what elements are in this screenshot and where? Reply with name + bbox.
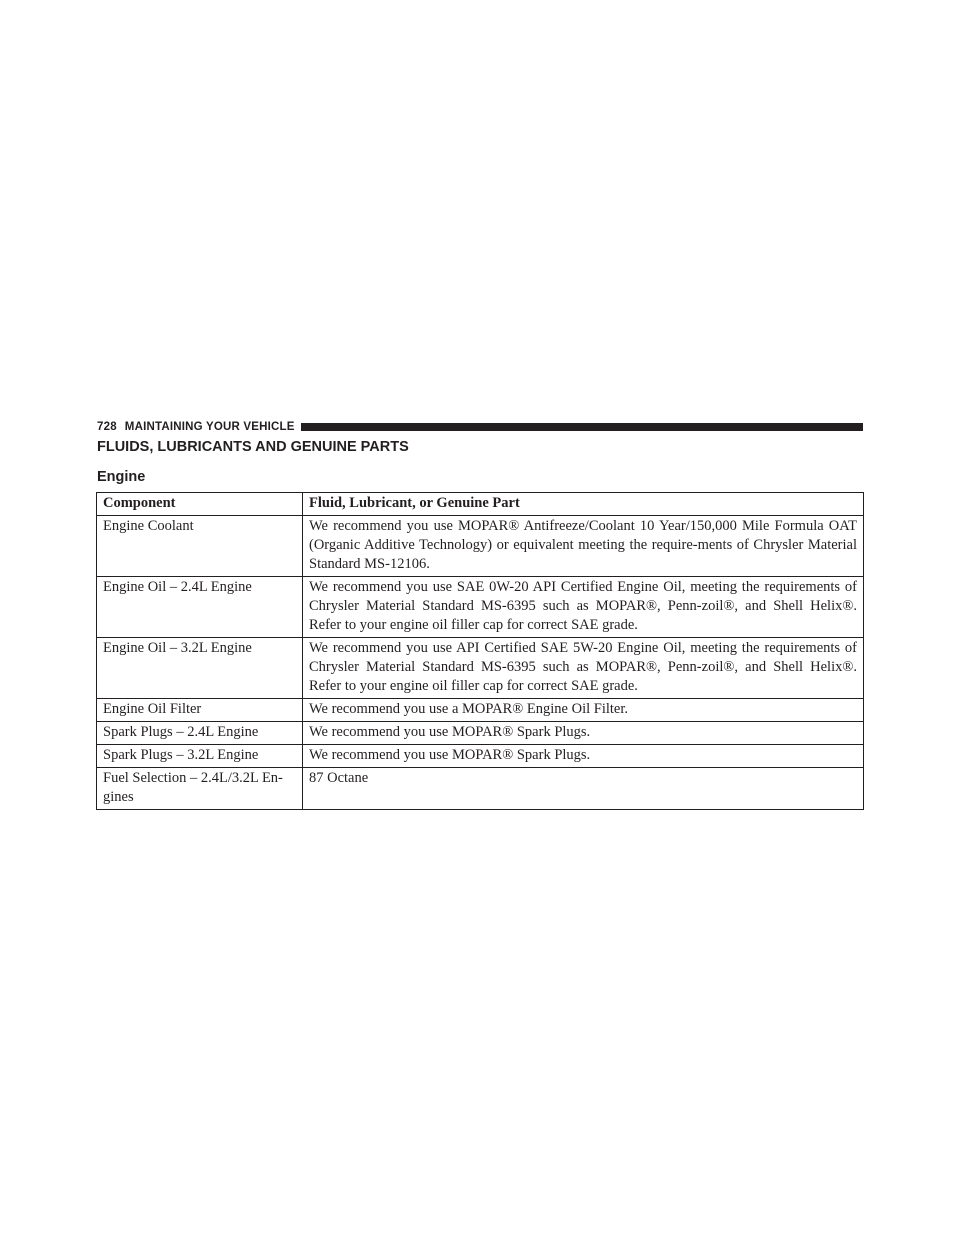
description-cell: We recommend you use MOPAR® Spark Plugs.: [303, 745, 864, 768]
column-header-component: Component: [97, 493, 303, 516]
table-row: [97, 699, 864, 722]
component-cell: Spark Plugs – 3.2L Engine: [97, 745, 303, 768]
description-cell: 87 Octane: [303, 768, 864, 810]
table-row: [97, 768, 864, 810]
table-row: [97, 577, 864, 638]
component-cell: Spark Plugs – 2.4L Engine: [97, 722, 303, 745]
description-cell: We recommend you use API Certified SAE 5W-20 Engine Oil, meeting the requirements of Chrysler Material Standard MS-6395 such as MOPAR®, Penn-zoil®, and Shell Helix®. Refer to your engine oil filler cap for correct SAE grade.: [303, 638, 864, 699]
table-row: [97, 638, 864, 699]
header-rule: [301, 423, 863, 431]
table-row: [97, 516, 864, 577]
description-cell: We recommend you use MOPAR® Antifreeze/Coolant 10 Year/150,000 Mile Formula OAT (Organic Additive Technology) or equivalent meeting the require-ments of Chrysler Material Standard MS-12106.: [303, 516, 864, 577]
component-cell: Engine Oil Filter: [97, 699, 303, 722]
subsection-title: Engine: [97, 469, 146, 485]
table-row: [97, 745, 864, 768]
component-cell: Engine Oil – 2.4L Engine: [97, 577, 303, 638]
page-number: 728: [97, 421, 117, 433]
engine-fluids-table: [96, 492, 864, 810]
description-cell: We recommend you use SAE 0W-20 API Certified Engine Oil, meeting the requirements of Chrysler Material Standard MS-6395 such as MOPAR®, Penn-zoil®, and Shell Helix®. Refer to your engine oil filler cap for correct SAE grade.: [303, 577, 864, 638]
component-cell: Engine Oil – 3.2L Engine: [97, 638, 303, 699]
table-header-row: [97, 493, 864, 516]
table-row: [97, 722, 864, 745]
description-cell: We recommend you use a MOPAR® Engine Oil Filter.: [303, 699, 864, 722]
component-cell: Engine Coolant: [97, 516, 303, 577]
column-header-fluid: Fluid, Lubricant, or Genuine Part: [303, 493, 864, 516]
section-title: FLUIDS, LUBRICANTS AND GENUINE PARTS: [97, 439, 409, 455]
running-head: MAINTAINING YOUR VEHICLE: [124, 421, 295, 433]
description-cell: We recommend you use MOPAR® Spark Plugs.: [303, 722, 864, 745]
component-cell: Fuel Selection – 2.4L/3.2L En-gines: [97, 768, 303, 810]
page-header: [97, 419, 863, 435]
